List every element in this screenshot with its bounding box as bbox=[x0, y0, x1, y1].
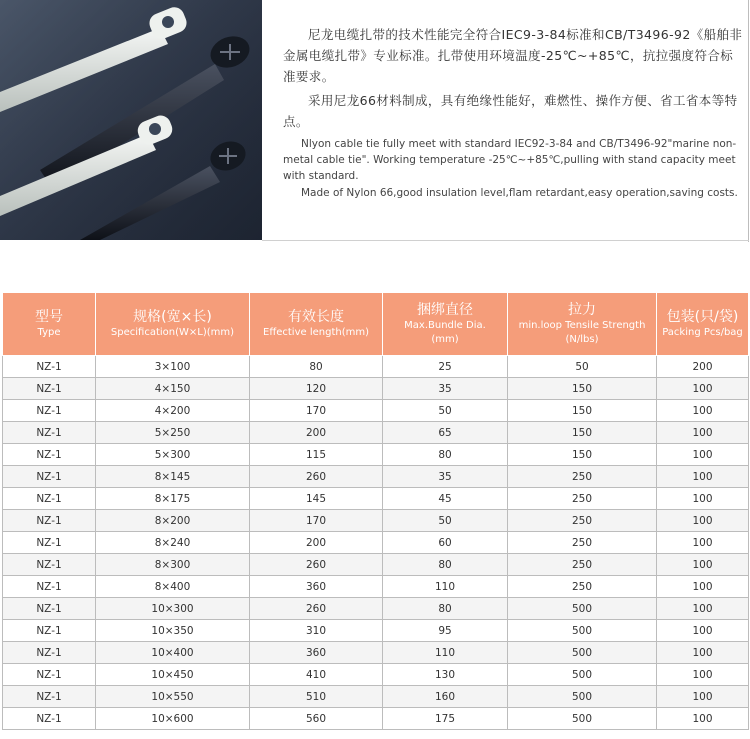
cell-packing: 100 bbox=[657, 466, 749, 488]
table-row bbox=[3, 554, 749, 576]
description-text bbox=[283, 24, 743, 201]
cell-tensile-strength: 500 bbox=[508, 686, 657, 708]
cell-tensile-strength: 150 bbox=[508, 400, 657, 422]
cell-bundle-diameter: 50 bbox=[383, 400, 508, 422]
header-specification: 规格(宽×长) Specification(W×L)(mm) bbox=[96, 293, 250, 356]
table-row bbox=[3, 356, 749, 378]
cell-packing: 100 bbox=[657, 708, 749, 730]
cell-bundle-diameter: 35 bbox=[383, 378, 508, 400]
cell-specification: 10×350 bbox=[96, 620, 250, 642]
cell-bundle-diameter: 25 bbox=[383, 356, 508, 378]
cell-type: NZ-1 bbox=[3, 620, 96, 642]
cell-packing: 100 bbox=[657, 400, 749, 422]
table-row bbox=[3, 400, 749, 422]
cell-effective-length: 260 bbox=[250, 554, 383, 576]
cell-tensile-strength: 250 bbox=[508, 510, 657, 532]
cell-specification: 5×250 bbox=[96, 422, 250, 444]
cell-type: NZ-1 bbox=[3, 444, 96, 466]
cell-type: NZ-1 bbox=[3, 642, 96, 664]
table-row bbox=[3, 510, 749, 532]
cell-packing: 100 bbox=[657, 554, 749, 576]
cell-type: NZ-1 bbox=[3, 400, 96, 422]
cell-tensile-strength: 150 bbox=[508, 444, 657, 466]
cell-specification: 3×100 bbox=[96, 356, 250, 378]
header-tensile-strength: 拉力 min.loop Tensile Strength (N/lbs) bbox=[508, 293, 657, 356]
table-row bbox=[3, 642, 749, 664]
cell-effective-length: 410 bbox=[250, 664, 383, 686]
cell-effective-length: 115 bbox=[250, 444, 383, 466]
cell-specification: 10×400 bbox=[96, 642, 250, 664]
cell-effective-length: 310 bbox=[250, 620, 383, 642]
cell-effective-length: 120 bbox=[250, 378, 383, 400]
cell-specification: 10×300 bbox=[96, 598, 250, 620]
cell-effective-length: 200 bbox=[250, 532, 383, 554]
cell-tensile-strength: 150 bbox=[508, 422, 657, 444]
cell-effective-length: 145 bbox=[250, 488, 383, 510]
cell-bundle-diameter: 110 bbox=[383, 642, 508, 664]
cell-packing: 100 bbox=[657, 620, 749, 642]
table-row bbox=[3, 466, 749, 488]
cell-effective-length: 200 bbox=[250, 422, 383, 444]
cell-specification: 10×550 bbox=[96, 686, 250, 708]
cell-tensile-strength: 250 bbox=[508, 466, 657, 488]
cell-tensile-strength: 250 bbox=[508, 554, 657, 576]
cell-effective-length: 260 bbox=[250, 598, 383, 620]
table-row bbox=[3, 576, 749, 598]
cell-type: NZ-1 bbox=[3, 378, 96, 400]
cell-effective-length: 170 bbox=[250, 510, 383, 532]
cell-type: NZ-1 bbox=[3, 598, 96, 620]
cell-packing: 100 bbox=[657, 686, 749, 708]
cell-specification: 10×600 bbox=[96, 708, 250, 730]
cell-packing: 100 bbox=[657, 576, 749, 598]
cell-tensile-strength: 500 bbox=[508, 664, 657, 686]
description-cn-2: 采用尼龙66材料制成，具有绝缘性能好，难燃性、操作方便、省工省本等特点。 bbox=[283, 93, 738, 129]
cell-tensile-strength: 500 bbox=[508, 598, 657, 620]
cell-bundle-diameter: 80 bbox=[383, 444, 508, 466]
cell-specification: 8×300 bbox=[96, 554, 250, 576]
cell-bundle-diameter: 65 bbox=[383, 422, 508, 444]
header-effective-length: 有效长度 Effective length(mm) bbox=[250, 293, 383, 356]
cell-bundle-diameter: 130 bbox=[383, 664, 508, 686]
table-row bbox=[3, 686, 749, 708]
bottom-divider bbox=[262, 240, 749, 241]
table-row bbox=[3, 664, 749, 686]
right-divider bbox=[748, 0, 749, 242]
cell-effective-length: 80 bbox=[250, 356, 383, 378]
cell-type: NZ-1 bbox=[3, 686, 96, 708]
cell-effective-length: 510 bbox=[250, 686, 383, 708]
cell-type: NZ-1 bbox=[3, 466, 96, 488]
table-row bbox=[3, 598, 749, 620]
cell-specification: 8×200 bbox=[96, 510, 250, 532]
cell-packing: 200 bbox=[657, 356, 749, 378]
cell-packing: 100 bbox=[657, 378, 749, 400]
header-packing: 包装(只/袋) Packing Pcs/bag bbox=[657, 293, 749, 356]
cell-packing: 100 bbox=[657, 532, 749, 554]
cell-packing: 100 bbox=[657, 444, 749, 466]
cell-type: NZ-1 bbox=[3, 510, 96, 532]
cell-packing: 100 bbox=[657, 664, 749, 686]
cell-tensile-strength: 250 bbox=[508, 488, 657, 510]
cell-type: NZ-1 bbox=[3, 664, 96, 686]
cell-specification: 10×450 bbox=[96, 664, 250, 686]
cell-bundle-diameter: 110 bbox=[383, 576, 508, 598]
table-row bbox=[3, 378, 749, 400]
cell-type: NZ-1 bbox=[3, 554, 96, 576]
cell-tensile-strength: 500 bbox=[508, 642, 657, 664]
cell-type: NZ-1 bbox=[3, 488, 96, 510]
cell-bundle-diameter: 50 bbox=[383, 510, 508, 532]
table-row bbox=[3, 620, 749, 642]
cell-effective-length: 360 bbox=[250, 576, 383, 598]
specification-table bbox=[2, 292, 749, 730]
cell-bundle-diameter: 80 bbox=[383, 598, 508, 620]
cell-effective-length: 170 bbox=[250, 400, 383, 422]
cell-bundle-diameter: 60 bbox=[383, 532, 508, 554]
cell-bundle-diameter: 35 bbox=[383, 466, 508, 488]
table-row bbox=[3, 532, 749, 554]
product-intro bbox=[0, 0, 750, 245]
header-type: 型号 Type bbox=[3, 293, 96, 356]
table-row bbox=[3, 444, 749, 466]
cable-tie-photo bbox=[0, 0, 262, 240]
description-en-1: Nlyon cable tie fully meet with standard IEC92-3-84 and CB/T3496-92"marine non-metal cable tie". Working temperature -25℃~+85℃,pulling with stand capacity meet with standard. bbox=[283, 138, 737, 182]
cell-tensile-strength: 50 bbox=[508, 356, 657, 378]
cell-tensile-strength: 500 bbox=[508, 708, 657, 730]
header-bundle-diameter: 捆绑直径 Max.Bundle Dia. (mm) bbox=[383, 293, 508, 356]
table-row bbox=[3, 708, 749, 730]
cell-type: NZ-1 bbox=[3, 576, 96, 598]
cell-specification: 8×145 bbox=[96, 466, 250, 488]
cell-specification: 8×240 bbox=[96, 532, 250, 554]
cell-bundle-diameter: 95 bbox=[383, 620, 508, 642]
cell-packing: 100 bbox=[657, 488, 749, 510]
cell-type: NZ-1 bbox=[3, 356, 96, 378]
cell-specification: 4×150 bbox=[96, 378, 250, 400]
description-cn-1: 尼龙电缆扎带的技术性能完全符合IEC9-3-84标准和CB/T3496-92《船舶非金属电缆扎带》专业标准。扎带使用环境温度-25℃~+85℃，抗拉强度符合标准要求。 bbox=[283, 27, 743, 84]
cell-tensile-strength: 500 bbox=[508, 620, 657, 642]
cell-type: NZ-1 bbox=[3, 532, 96, 554]
cell-bundle-diameter: 160 bbox=[383, 686, 508, 708]
cell-bundle-diameter: 80 bbox=[383, 554, 508, 576]
cell-packing: 100 bbox=[657, 642, 749, 664]
cell-specification: 5×300 bbox=[96, 444, 250, 466]
cell-specification: 4×200 bbox=[96, 400, 250, 422]
cell-tensile-strength: 150 bbox=[508, 378, 657, 400]
cell-type: NZ-1 bbox=[3, 708, 96, 730]
cell-effective-length: 360 bbox=[250, 642, 383, 664]
cell-effective-length: 260 bbox=[250, 466, 383, 488]
cell-bundle-diameter: 45 bbox=[383, 488, 508, 510]
cell-specification: 8×400 bbox=[96, 576, 250, 598]
cell-tensile-strength: 250 bbox=[508, 532, 657, 554]
table-row bbox=[3, 488, 749, 510]
table-row bbox=[3, 422, 749, 444]
cell-tensile-strength: 250 bbox=[508, 576, 657, 598]
cell-packing: 100 bbox=[657, 422, 749, 444]
cell-specification: 8×175 bbox=[96, 488, 250, 510]
table-body bbox=[3, 356, 749, 730]
cell-effective-length: 560 bbox=[250, 708, 383, 730]
cell-bundle-diameter: 175 bbox=[383, 708, 508, 730]
cell-packing: 100 bbox=[657, 598, 749, 620]
cell-packing: 100 bbox=[657, 510, 749, 532]
description-en-2: Made of Nylon 66,good insulation level,flam retardant,easy operation,saving costs. bbox=[301, 187, 738, 199]
cell-type: NZ-1 bbox=[3, 422, 96, 444]
table-header-row bbox=[3, 293, 749, 356]
